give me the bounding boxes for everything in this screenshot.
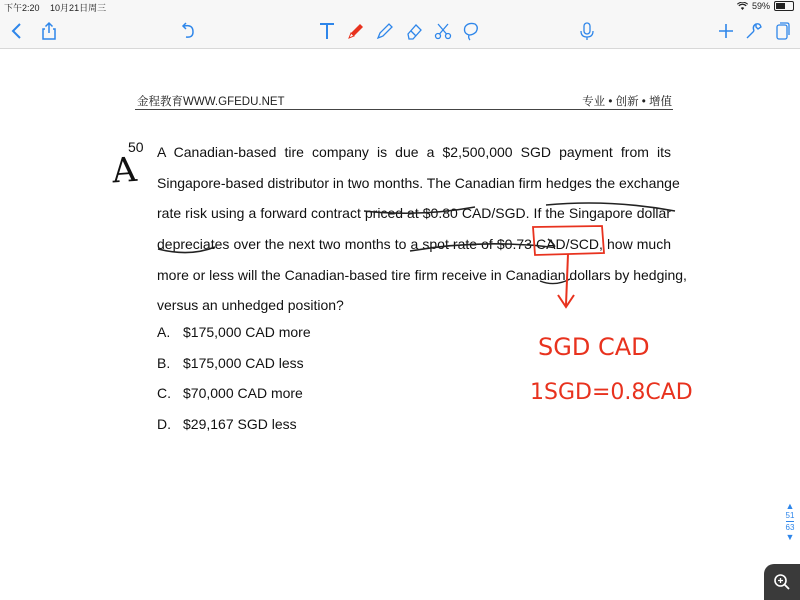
share-icon[interactable] <box>38 20 60 42</box>
undo-icon[interactable] <box>177 20 199 42</box>
document-page <box>0 49 800 600</box>
ink-layer <box>0 49 800 600</box>
question-line: more or less will the Canadian-based tire firm receive in Canadian dollars by hedging, <box>157 266 687 283</box>
pages-icon[interactable] <box>771 20 793 42</box>
doc-header-right: 专业 • 创新 • 增值 <box>582 96 672 108</box>
question-text <box>157 137 687 321</box>
pen-icon[interactable] <box>374 20 396 42</box>
battery-icon <box>774 1 794 11</box>
option-d: D. $29,167 SGD less <box>157 416 297 433</box>
zoom-button[interactable] <box>764 564 800 600</box>
page-down-icon[interactable]: ▼ <box>785 532 795 542</box>
text-tool-icon[interactable] <box>316 20 338 42</box>
question-line: A Canadian-based tire company is due a $2,500,000 SGD payment from its <box>157 144 671 160</box>
status-bar <box>0 0 800 14</box>
scissors-icon[interactable] <box>432 20 454 42</box>
handwritten-answer: A <box>110 149 139 192</box>
ink-note-sgd-cad: SGD CAD <box>538 333 650 361</box>
battery-percent: 59% <box>751 1 770 11</box>
toolbar <box>0 14 800 49</box>
ink-note-rate: 1SGD=0.8CAD <box>530 380 693 405</box>
wifi-icon <box>737 2 748 10</box>
current-page: 51 <box>785 511 795 520</box>
eraser-icon[interactable] <box>403 20 425 42</box>
highlighter-icon[interactable] <box>345 20 367 42</box>
page-up-icon[interactable]: ▲ <box>785 501 795 511</box>
doc-header-left: 金程教育WWW.GFEDU.NET <box>137 96 285 108</box>
question-line: depreciates over the next two months to a spot rate of $0.73 CAD/SCD, how much <box>157 236 671 253</box>
wrench-icon[interactable] <box>743 20 765 42</box>
status-time: 下午2:20 <box>4 3 40 13</box>
question-number: 50 <box>128 139 144 155</box>
page-indicator[interactable] <box>781 501 799 542</box>
total-pages: 63 <box>785 523 795 532</box>
status-date: 10月21日周三 <box>50 3 107 13</box>
question-line: Singapore-based distributor in two months. The Canadian firm hedges the exchange <box>157 174 680 191</box>
microphone-icon[interactable] <box>576 20 598 42</box>
zoom-icon <box>773 573 791 591</box>
option-a: A. $175,000 CAD more <box>157 324 311 340</box>
answer-options <box>157 317 311 440</box>
option-c: C. $70,000 CAD more <box>157 385 303 402</box>
question-line: rate risk using a forward contract priced at $0.80 CAD/SGD. If the Singapore dollar <box>157 205 671 222</box>
question-line: versus an unhedged position? <box>157 297 344 314</box>
add-icon[interactable] <box>715 20 737 42</box>
header-divider <box>135 109 673 110</box>
back-icon[interactable] <box>6 20 28 42</box>
option-b: B. $175,000 CAD less <box>157 354 304 371</box>
lasso-icon[interactable] <box>460 20 482 42</box>
